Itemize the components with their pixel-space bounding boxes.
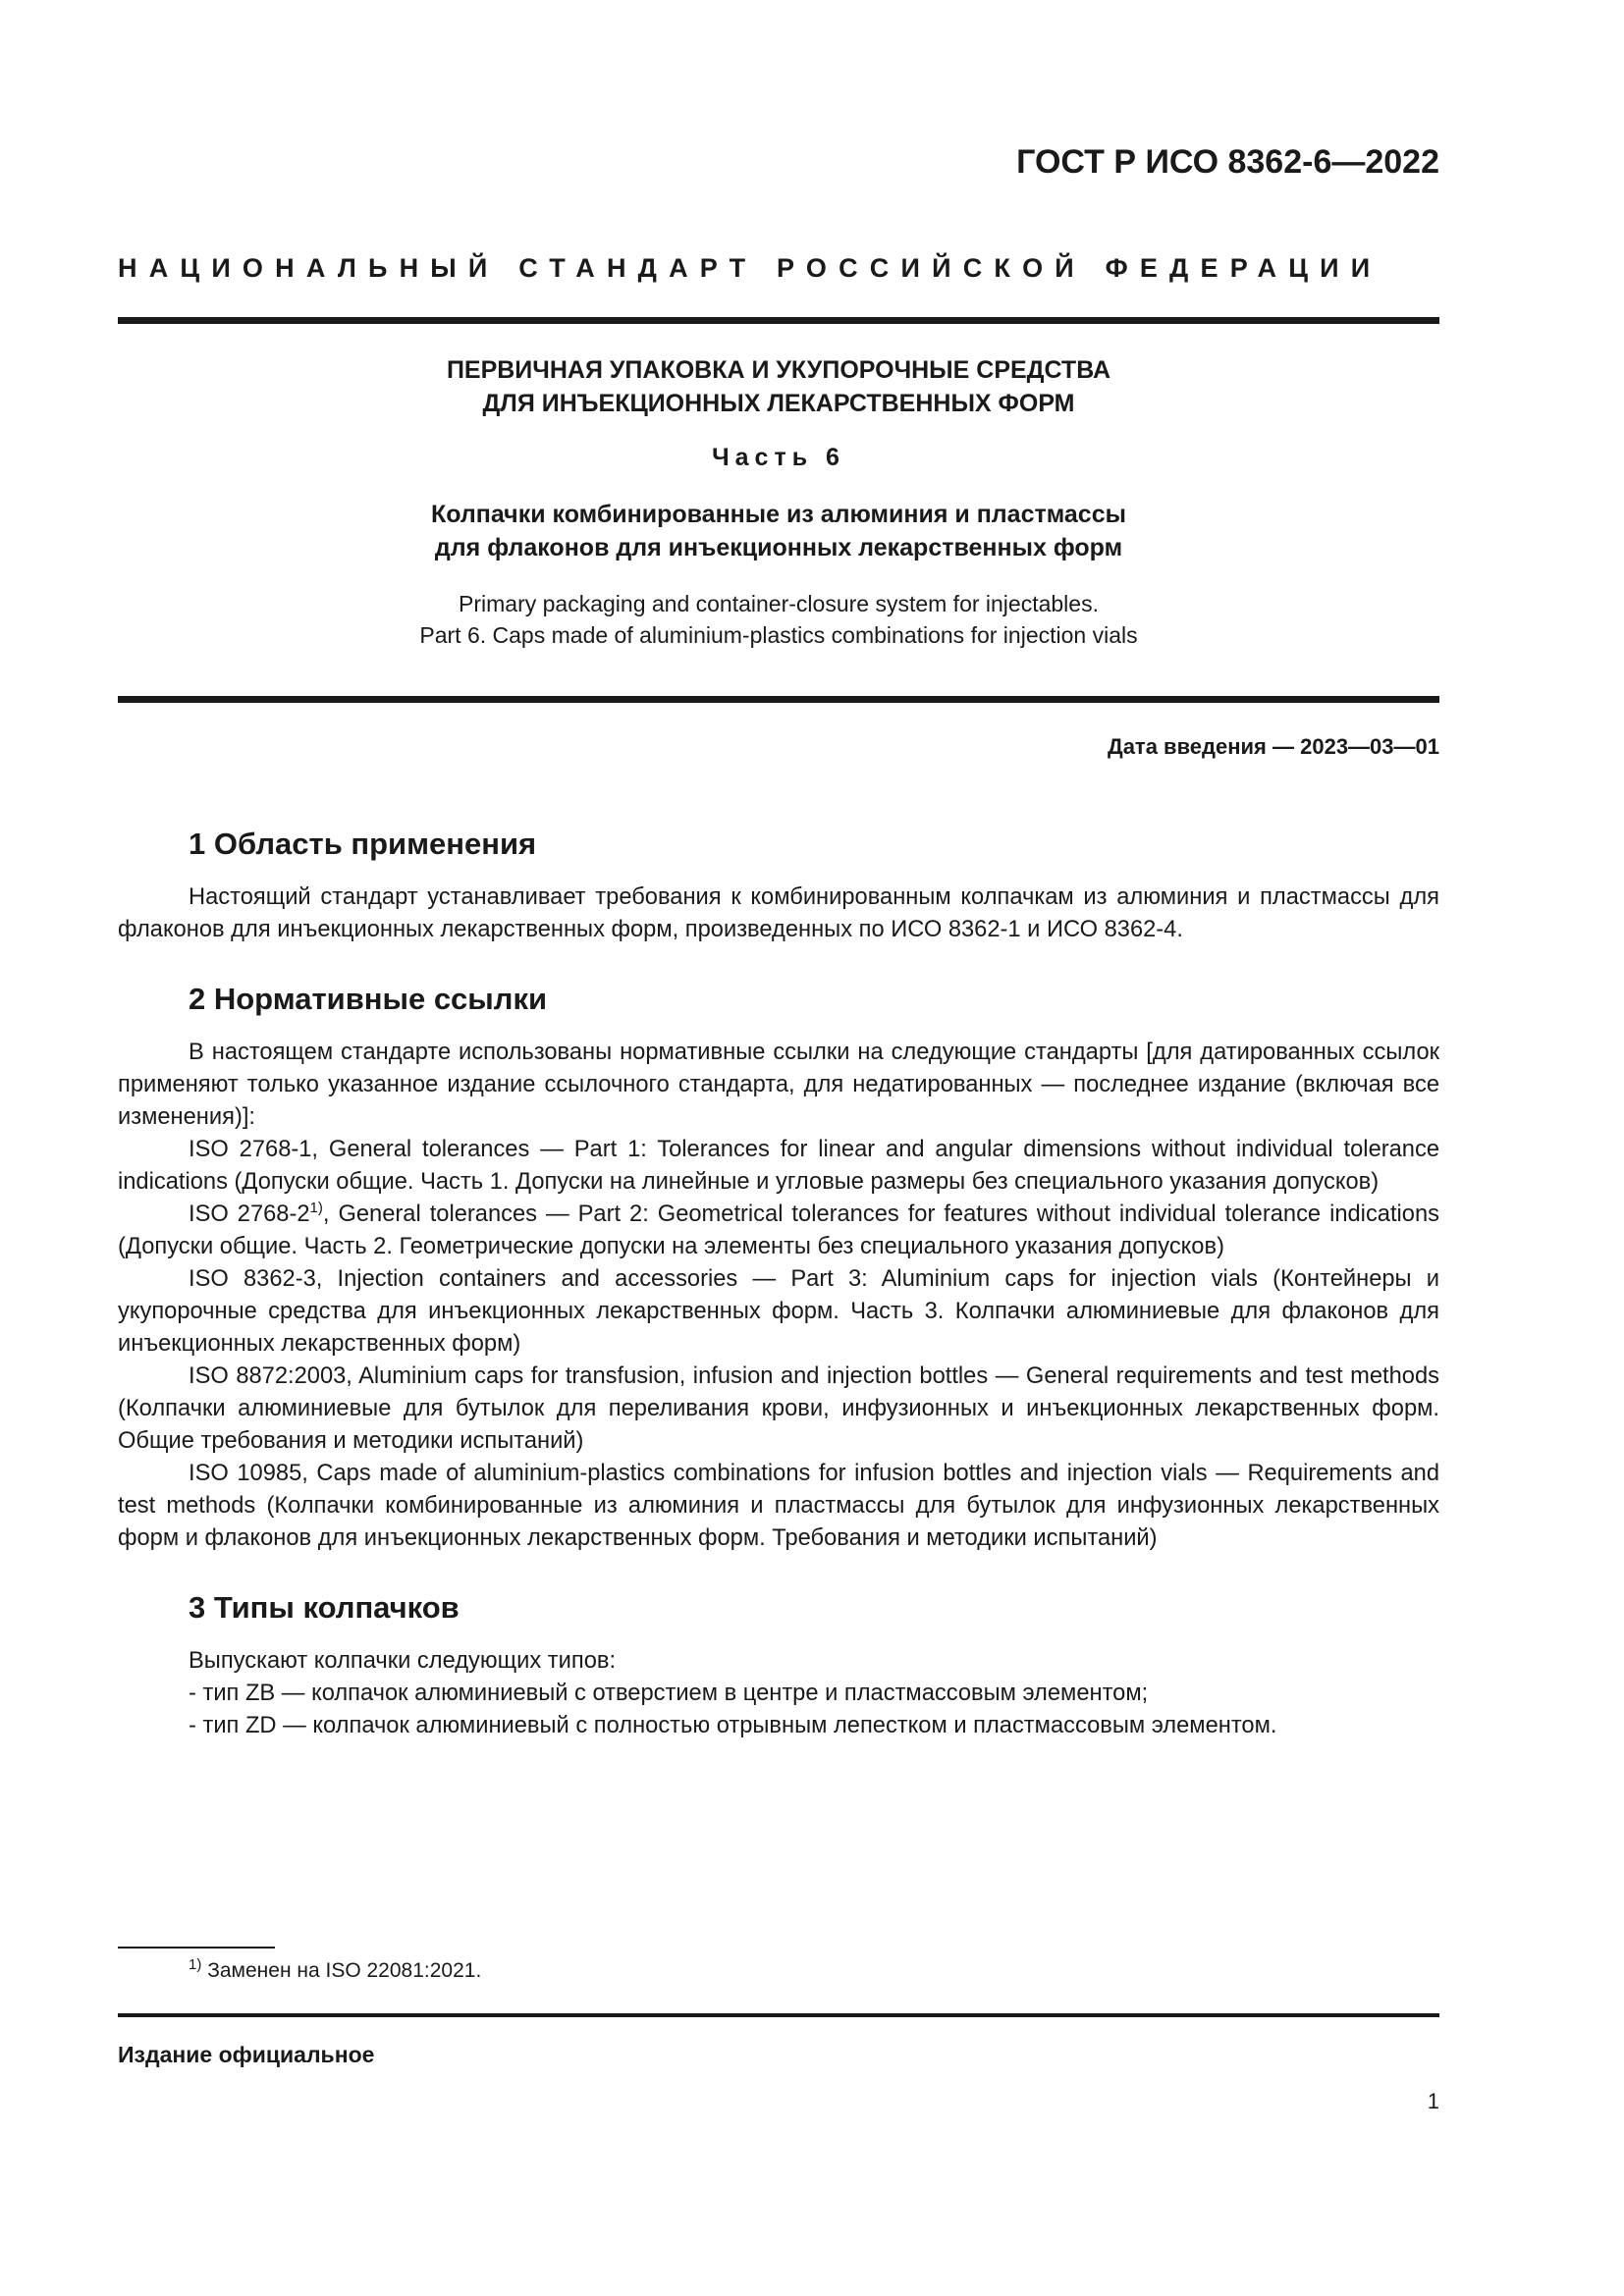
reference-item: ISO 8362-3, Injection containers and accessories — Part 3: Aluminium caps for injection vials (Контейнеры и укупорочные средства для инъекционных лекарственных форм. Часть 3. Колпачки алюминиевые для флаконов для инъекционных лекарственных форм) [118,1266,1439,1357]
footnote-marker: 1) [309,1200,323,1217]
list-item: - тип ZD — колпачок алюминиевый с полностью отрывным лепестком и пластмассовым элементом. [189,1713,1277,1738]
reference-item [118,1199,1439,1263]
title-english-line: Primary packaging and container-closure system for injectables. [459,591,1099,616]
footnote-marker: 1) [189,1956,202,1973]
reference-item: ISO 8872:2003, Aluminium caps for transfusion, infusion and injection bottles — General requirements and test methods (Колпачки алюминиевые для бутылок для переливания крови, инфузионных и инъекционных лекарственных форм. Общие требования и методики испытаний) [118,1363,1439,1454]
list-item: - тип ZB — колпачок алюминиевый с отверстием в центре и пластмассовым элементом; [189,1681,1149,1706]
reference-item: ISO 10985, Caps made of aluminium-plastics combinations for infusion bottles and injection vials — Requirements and test methods (Колпачки комбинированные из алюминия и пластмассы для бутылок для инфузионных лекарственных форм и флаконов для инъекционных лекарственных форм. Требования и методики испытаний) [118,1461,1439,1551]
paragraph: Выпускают колпачки следующих типов: [189,1648,617,1674]
title-subtitle [118,498,1439,564]
paragraph: В настоящем стандарте использованы нормативные ссылки на следующие стандарты [для датированных ссылок применяют только указанное издание ссылочного стандарта, для недатированных — последнее издание (включая все изменения)]: [118,1040,1439,1130]
edition-label: Издание официальное [118,2042,375,2067]
section-heading-references: 2 Нормативные ссылки [189,982,548,1016]
title-block [118,353,1439,651]
footer-rule [118,2013,1439,2017]
reference-code: ISO 2768-2 [189,1201,310,1227]
title-main-line: ПЕРВИЧНАЯ УПАКОВКА И УКУПОРОЧНЫЕ СРЕДСТВА [446,356,1111,384]
main-content [118,825,1439,1742]
introduction-date: Дата введения — 2023—03—01 [1108,734,1439,759]
footnote-rule [118,1947,275,1949]
section-heading-cap-types: 3 Типы колпачков [189,1590,460,1625]
paragraph: Настоящий стандарт устанавливает требования к комбинированным колпачкам из алюминия и пластмассы для флаконов для инъекционных лекарственных форм, произведенных по ИСО 8362-1 и ИСО 8362-4. [118,884,1439,942]
reference-item: ISO 2768-1, General tolerances — Part 1: Tolerances for linear and angular dimensions without individual tolerance indications (Допуски общие. Часть 1. Допуски на линейные и угловые размеры без специального указания допусков) [118,1137,1439,1195]
title-english [118,588,1439,651]
title-subtitle-line: Колпачки комбинированные из алюминия и пластмассы [431,501,1126,528]
footnote [189,1956,482,1983]
title-bottom-rule [118,696,1439,703]
national-standard-line: НАЦИОНАЛЬНЫЙ СТАНДАРТ РОССИЙСКОЙ ФЕДЕРАЦИИ [118,253,1382,283]
title-main-line: ДЛЯ ИНЪЕКЦИОННЫХ ЛЕКАРСТВЕННЫХ ФОРМ [482,390,1075,417]
footnote-text: Заменен на ISO 22081:2021. [207,1959,482,1982]
title-english-line: Part 6. Caps made of aluminium-plastics combinations for injection vials [419,622,1138,648]
top-rule [118,317,1439,324]
document-page [118,0,1439,2296]
page-number: 1 [1427,2089,1439,2113]
section-heading-scope: 1 Область применения [189,827,537,861]
reference-text: , General tolerances — Part 2: Geometrical tolerances for features without individual tolerance indications (Допуски общие. Часть 2. Геометрические допуски на элементы без специального указания допусков) [118,1201,1439,1259]
title-main [118,353,1439,420]
title-subtitle-line: для флаконов для инъекционных лекарственных форм [434,534,1123,561]
document-code: ГОСТ Р ИСО 8362-6—2022 [1016,143,1439,181]
title-part: Часть 6 [712,444,845,471]
